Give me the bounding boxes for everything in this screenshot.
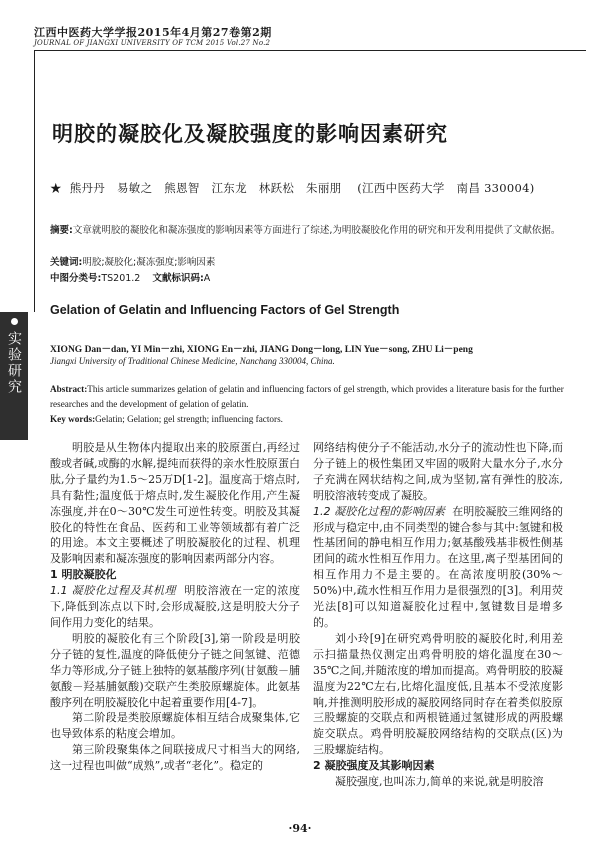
body-paragraph: 明胶的凝胶化有三个阶段[3],第一阶段是明胶分子链的复性,温度的降低使分子链之间氢键、范德华力等形成,分子链上独特的氨基酸序列(甘氨酸－脯氨酸－羟基脯氨酸)交联产生类胶原螺旋体。此氨基酸序列在明胶凝胶化中起着重要作用[4-7]。 [50, 631, 300, 709]
journal-title-en: JOURNAL OF JIANGXI UNIVERSITY OF TCM 2015 Vol.27 No.2 [34, 39, 271, 47]
keywords-cn-label: 关键词: [50, 257, 83, 268]
body-column-left [50, 440, 300, 774]
authors-en: XIONG Dan－dan, YI Min－zhi, XIONG En－zhi, JIANG Dong－long, LIN Yue－song, ZHU Li－peng [50, 345, 473, 355]
page-number: ·94· [288, 822, 312, 835]
left-margin-rule [34, 50, 35, 312]
classification-line [50, 270, 210, 284]
doc-code-label: 文献标识码: [152, 273, 204, 284]
body-paragraph [50, 583, 300, 631]
header-rule [34, 50, 586, 51]
subsection-text: 明胶溶液在一定的浓度下,降低到冻点以下时,会形成凝胶,这是明胶大分子间作用力变化的结果。 [50, 584, 300, 629]
body-paragraph: 刘小玲[9]在研究鸡骨明胶的凝胶化时,利用差示扫描量热仪测定出鸡骨明胶的熔化温度在30～35℃之间,并随浓度的增加而提高。鸡骨明胶的胶凝温度为22℃左右,比熔化温度低,且基本不受浓度影响,并推测明胶形成的凝胶网络同时存在着类似胶原三股螺旋的交联点和两根链通过氢键形成的两股螺旋交联点。鸡骨明胶凝胶网络结构的交联点(区)为三股螺旋结构。 [313, 631, 563, 757]
section-heading: 1 明胶凝胶化 [50, 568, 117, 582]
bullet-dot-icon [11, 318, 18, 325]
article-title-cn: 明胶的凝胶化及凝胶强度的影响因素研究 [52, 121, 448, 146]
doc-code-value: A [203, 273, 211, 284]
abstract-cn-label: 摘要: [50, 225, 73, 236]
body-paragraph: 明胶是从生物体内提取出来的胶原蛋白,再经过酸或者碱,或酶的水解,提纯而获得的亲水性胶原蛋白肽,分子量约为1.5～25万D[1-2]。温度高于熔点时,具有黏性;温度低于熔点时,发生凝胶化作用,产生凝冻强度,并在0～30℃发生可逆性转变。明胶及其凝胶化的特性在食品、医药和工业等领域都有着广泛的用途。本文主要概述了明胶凝胶化的过程、机理及影响因素和凝冻强度的影响因素两部分内容。 [50, 441, 300, 566]
article-title-en: Gelation of Gelatin and Influencing Factors of Gel Strength [50, 303, 400, 317]
keywords-en-label: Key words: [50, 414, 96, 424]
keywords-cn [50, 254, 215, 268]
clc-value: TS201.2 [101, 273, 141, 284]
subsection-heading: 1.2 凝胶化过程的影响因素 [313, 504, 445, 518]
abstract-en-label: Abstract: [50, 384, 88, 394]
abstract-en-text: This article summarizes gelation of gelatin and influencing factors of gel strength, which provides a literature basis for the further researches and the development of gelation of gelatin. [50, 384, 564, 409]
subsection-text: 在明胶凝胶三维网络的形成与稳定中,由不同类型的键合参与其中:氢键和极性基团间的静电相互作用力;氨基酸残基非极性侧基团间的疏水性相互作用力。在这里,离子型基团间的相互作用力不是主要的。在高浓度明胶(30%～50%)中,疏水性相互作用力是很强烈的[3]。利用荧光法[8]可以知道凝胶化过程中,氢键数目是增多的。 [313, 504, 564, 629]
abstract-en [50, 382, 585, 412]
keywords-cn-text: 明胶;凝胶化;凝冻强度;影响因素 [82, 257, 216, 268]
subsection-heading: 1.1 凝胶化过程及其机理 [50, 584, 177, 598]
section-heading: 2 凝胶强度及其影响因素 [313, 759, 435, 773]
side-tab-label: 实验研究 [6, 331, 22, 395]
body-paragraph: 网络结构使分子不能活动,水分子的流动性也下降,而分子链上的极性集团又牢固的吸附大量水分子,水分子充满在网状结构之间,成为坚韧,富有弹性的胶冻,明胶溶液转变成了凝胶。 [313, 441, 563, 502]
body-paragraph: 第三阶段聚集体之间联接成尺寸相当大的网络,这一过程也叫做“成熟”,或者“老化”。稳定的 [50, 743, 300, 773]
keywords-en [50, 414, 283, 424]
body-paragraph: 凝胶强度,也叫冻力,简单的来说,就是明胶溶 [335, 775, 544, 789]
body-paragraph [313, 504, 563, 631]
keywords-en-text: Gelatin; Gelation; gel strength; influencing factors. [95, 414, 283, 424]
body-column-right [313, 440, 563, 790]
journal-title-cn: 江西中医药大学学报2015年4月第27卷第2期 [34, 26, 272, 39]
body-paragraph: 第二阶段是类胶原螺旋体相互结合成聚集体,它也导致体系的粘度会增加。 [50, 711, 300, 741]
abstract-cn-text: 文章就明胶的凝胶化和凝冻强度的影响因素等方面进行了综述,为明胶凝胶化作用的研究和开发利用提供了文献依据。 [72, 225, 561, 236]
affiliation-en: Jiangxi University of Traditional Chinese Medicine, Nanchang 330004, China. [50, 356, 335, 366]
clc-label: 中图分类号: [50, 273, 102, 284]
section-side-tab [0, 312, 28, 440]
authors-cn: ★ 熊丹丹 易敏之 熊恩智 江东龙 林跃松 朱丽朋 (江西中医药大学 南昌 330004) [50, 181, 535, 195]
abstract-cn [50, 223, 585, 238]
